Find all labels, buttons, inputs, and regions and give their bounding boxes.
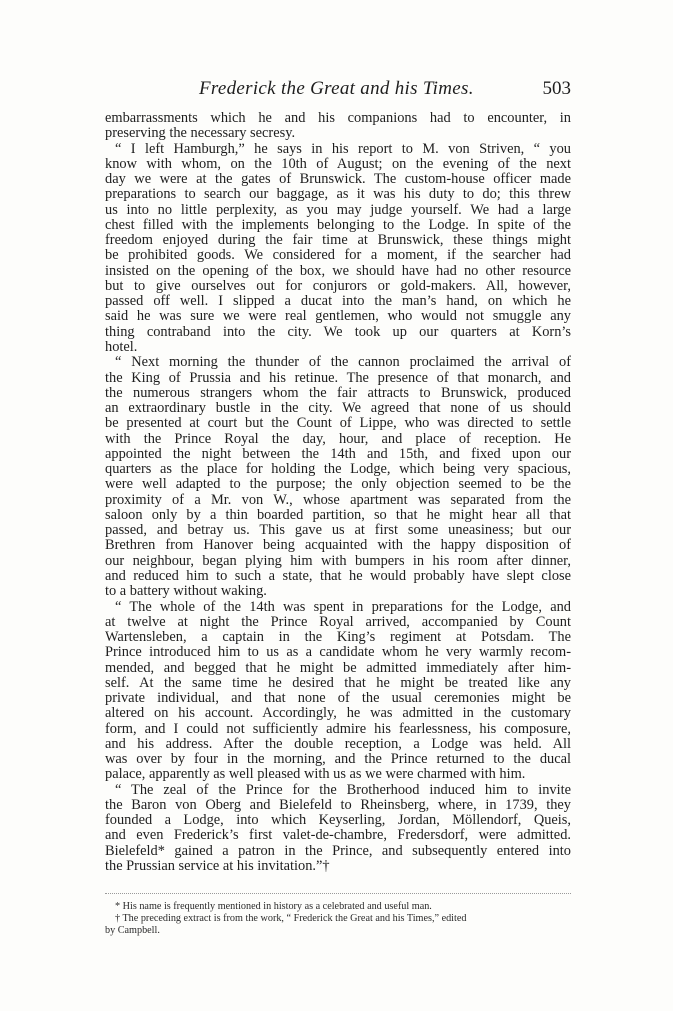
text-line: to a battery without waking.	[105, 584, 267, 600]
text-line: freedom enjoyed during the fair time at Brunswick, these things might	[105, 233, 571, 249]
text-line: us into no little perplexity, as you may judge yourself. We had a large	[105, 202, 571, 218]
text-line: chest filled with the implements belonging to the Lodge. In spite of the	[105, 217, 571, 233]
text-line: thing contraband into the city. We took up our quarters at Korn’s	[105, 324, 571, 340]
running-head	[105, 78, 571, 100]
text-line: day we were at the gates of Brunswick. The custom-house officer made	[105, 172, 571, 188]
text-line: know with whom, on the 10th of August; on the evening of the next	[105, 156, 571, 172]
text-line: form, and I could not sufficiently admire his fearlessness, his composure,	[105, 721, 571, 737]
footnote-line: * His name is frequently mentioned in history as a celebrated and useful man.	[115, 901, 432, 912]
text-line: saloon only by a thin boarded partition, so that he might hear all that	[105, 507, 571, 523]
text-line: Wartensleben, a captain in the King’s regiment at Potsdam. The	[105, 630, 571, 646]
text-line: self. At the same time he desired that he might be treated like any	[105, 675, 571, 691]
text-line: with the Prince Royal the day, hour, and place of reception. He	[105, 431, 571, 447]
text-line: passed, and betray us. This gave us at first some uneasiness; but our	[105, 523, 571, 539]
text-line: be prohibited goods. We considered for a moment, if the searcher had	[105, 248, 571, 264]
text-line: was over by four in the morning, and the Prince returned to the ducal	[105, 752, 571, 768]
text-line: founded a Lodge, into which Keyserling, Jordan, Möllendorf, Queis,	[105, 813, 571, 829]
footnote-line: by Campbell.	[105, 924, 160, 936]
text-line: Bielefeld* gained a patron in the Prince, and subsequently entered into	[105, 843, 571, 859]
footnote-divider	[105, 893, 571, 894]
text-line: preserving the necessary secresy.	[105, 126, 296, 142]
text-line: “ I left Hamburgh,” he says in his report to M. von Striven, “ you	[115, 141, 571, 157]
text-line: “ The zeal of the Prince for the Brotherhood induced him to invite	[115, 782, 571, 798]
text-line: passed off well. I slipped a ducat into the man’s hand, on which he	[105, 294, 571, 310]
footnote-line: † The preceding extract is from the work, “ Frederick the Great and his Times,” edited	[115, 912, 467, 924]
text-line: and even Frederick’s first valet-de-chambre, Fredersdorf, were admitted.	[105, 828, 571, 844]
text-line: an extraordinary bustle in the city. We agreed that none of us should	[105, 401, 571, 417]
text-line: “ The whole of the 14th was spent in preparations for the Lodge, and	[115, 599, 571, 615]
text-line: the Baron von Oberg and Bielefeld to Rheinsberg, where, in 1739, they	[105, 797, 571, 813]
text-line: be presented at court but the Count of Lippe, who was directed to settle	[105, 416, 571, 432]
text-line: private individual, and that none of the usual ceremonies might be	[105, 691, 571, 707]
text-line: our neighbour, began plying him with bumpers in his room after dinner,	[105, 553, 571, 569]
text-line: were well adapted to the purpose; the only objection seemed to be the	[105, 477, 571, 493]
text-line: hotel.	[105, 339, 138, 355]
text-line: proximity of a Mr. von W., whose apartment was separated from the	[105, 492, 571, 508]
body-text	[105, 111, 571, 874]
text-line: mended, and begged that he might be admitted immediately after him-	[105, 660, 571, 676]
text-line: at twelve at night the Prince Royal arrived, accompanied by Count	[105, 614, 571, 630]
text-line: appointed the night between the 14th and 15th, and fixed upon our	[105, 446, 571, 462]
running-title: Frederick the Great and his Times.	[199, 78, 474, 99]
footnotes	[105, 901, 571, 936]
text-line: the numerous strangers whom the fair attracts to Brunswick, produced	[105, 385, 571, 401]
text-line: quarters as the place for holding the Lodge, which being very spacious,	[105, 462, 571, 478]
page-number: 503	[542, 78, 571, 99]
text-line: but to give ourselves out for conjurors or gold-makers. All, however,	[105, 278, 571, 294]
text-line: the King of Prussia and his retinue. The presence of that monarch, and	[105, 370, 571, 386]
text-line: altered on his account. Accordingly, he was admitted in the customary	[105, 706, 571, 722]
text-line: and reduced him to such a state, that he would probably have slept close	[105, 568, 571, 584]
text-line: embarrassments which he and his companions had to encounter, in	[105, 111, 571, 126]
text-line: said he was sure we were real gentlemen, who would not smuggle any	[105, 309, 571, 325]
text-line: the Prussian service at his invitation.”†	[105, 859, 330, 875]
text-line: palace, apparently as well pleased with us as we were charmed with him.	[105, 767, 526, 783]
text-line: insisted on the opening of the box, we should have had no other resource	[105, 263, 571, 279]
text-line: Brethren from Hanover being acquainted with the happy disposition of	[105, 538, 571, 554]
text-line: and his address. After the double reception, a Lodge was held. All	[105, 736, 571, 752]
text-line: Prince introduced him to us as a candidate whom he very warmly recom-	[105, 645, 571, 661]
text-line: preparations to search our baggage, as it was his duty to do; this threw	[105, 187, 571, 203]
text-line: “ Next morning the thunder of the cannon proclaimed the arrival of	[115, 355, 571, 371]
